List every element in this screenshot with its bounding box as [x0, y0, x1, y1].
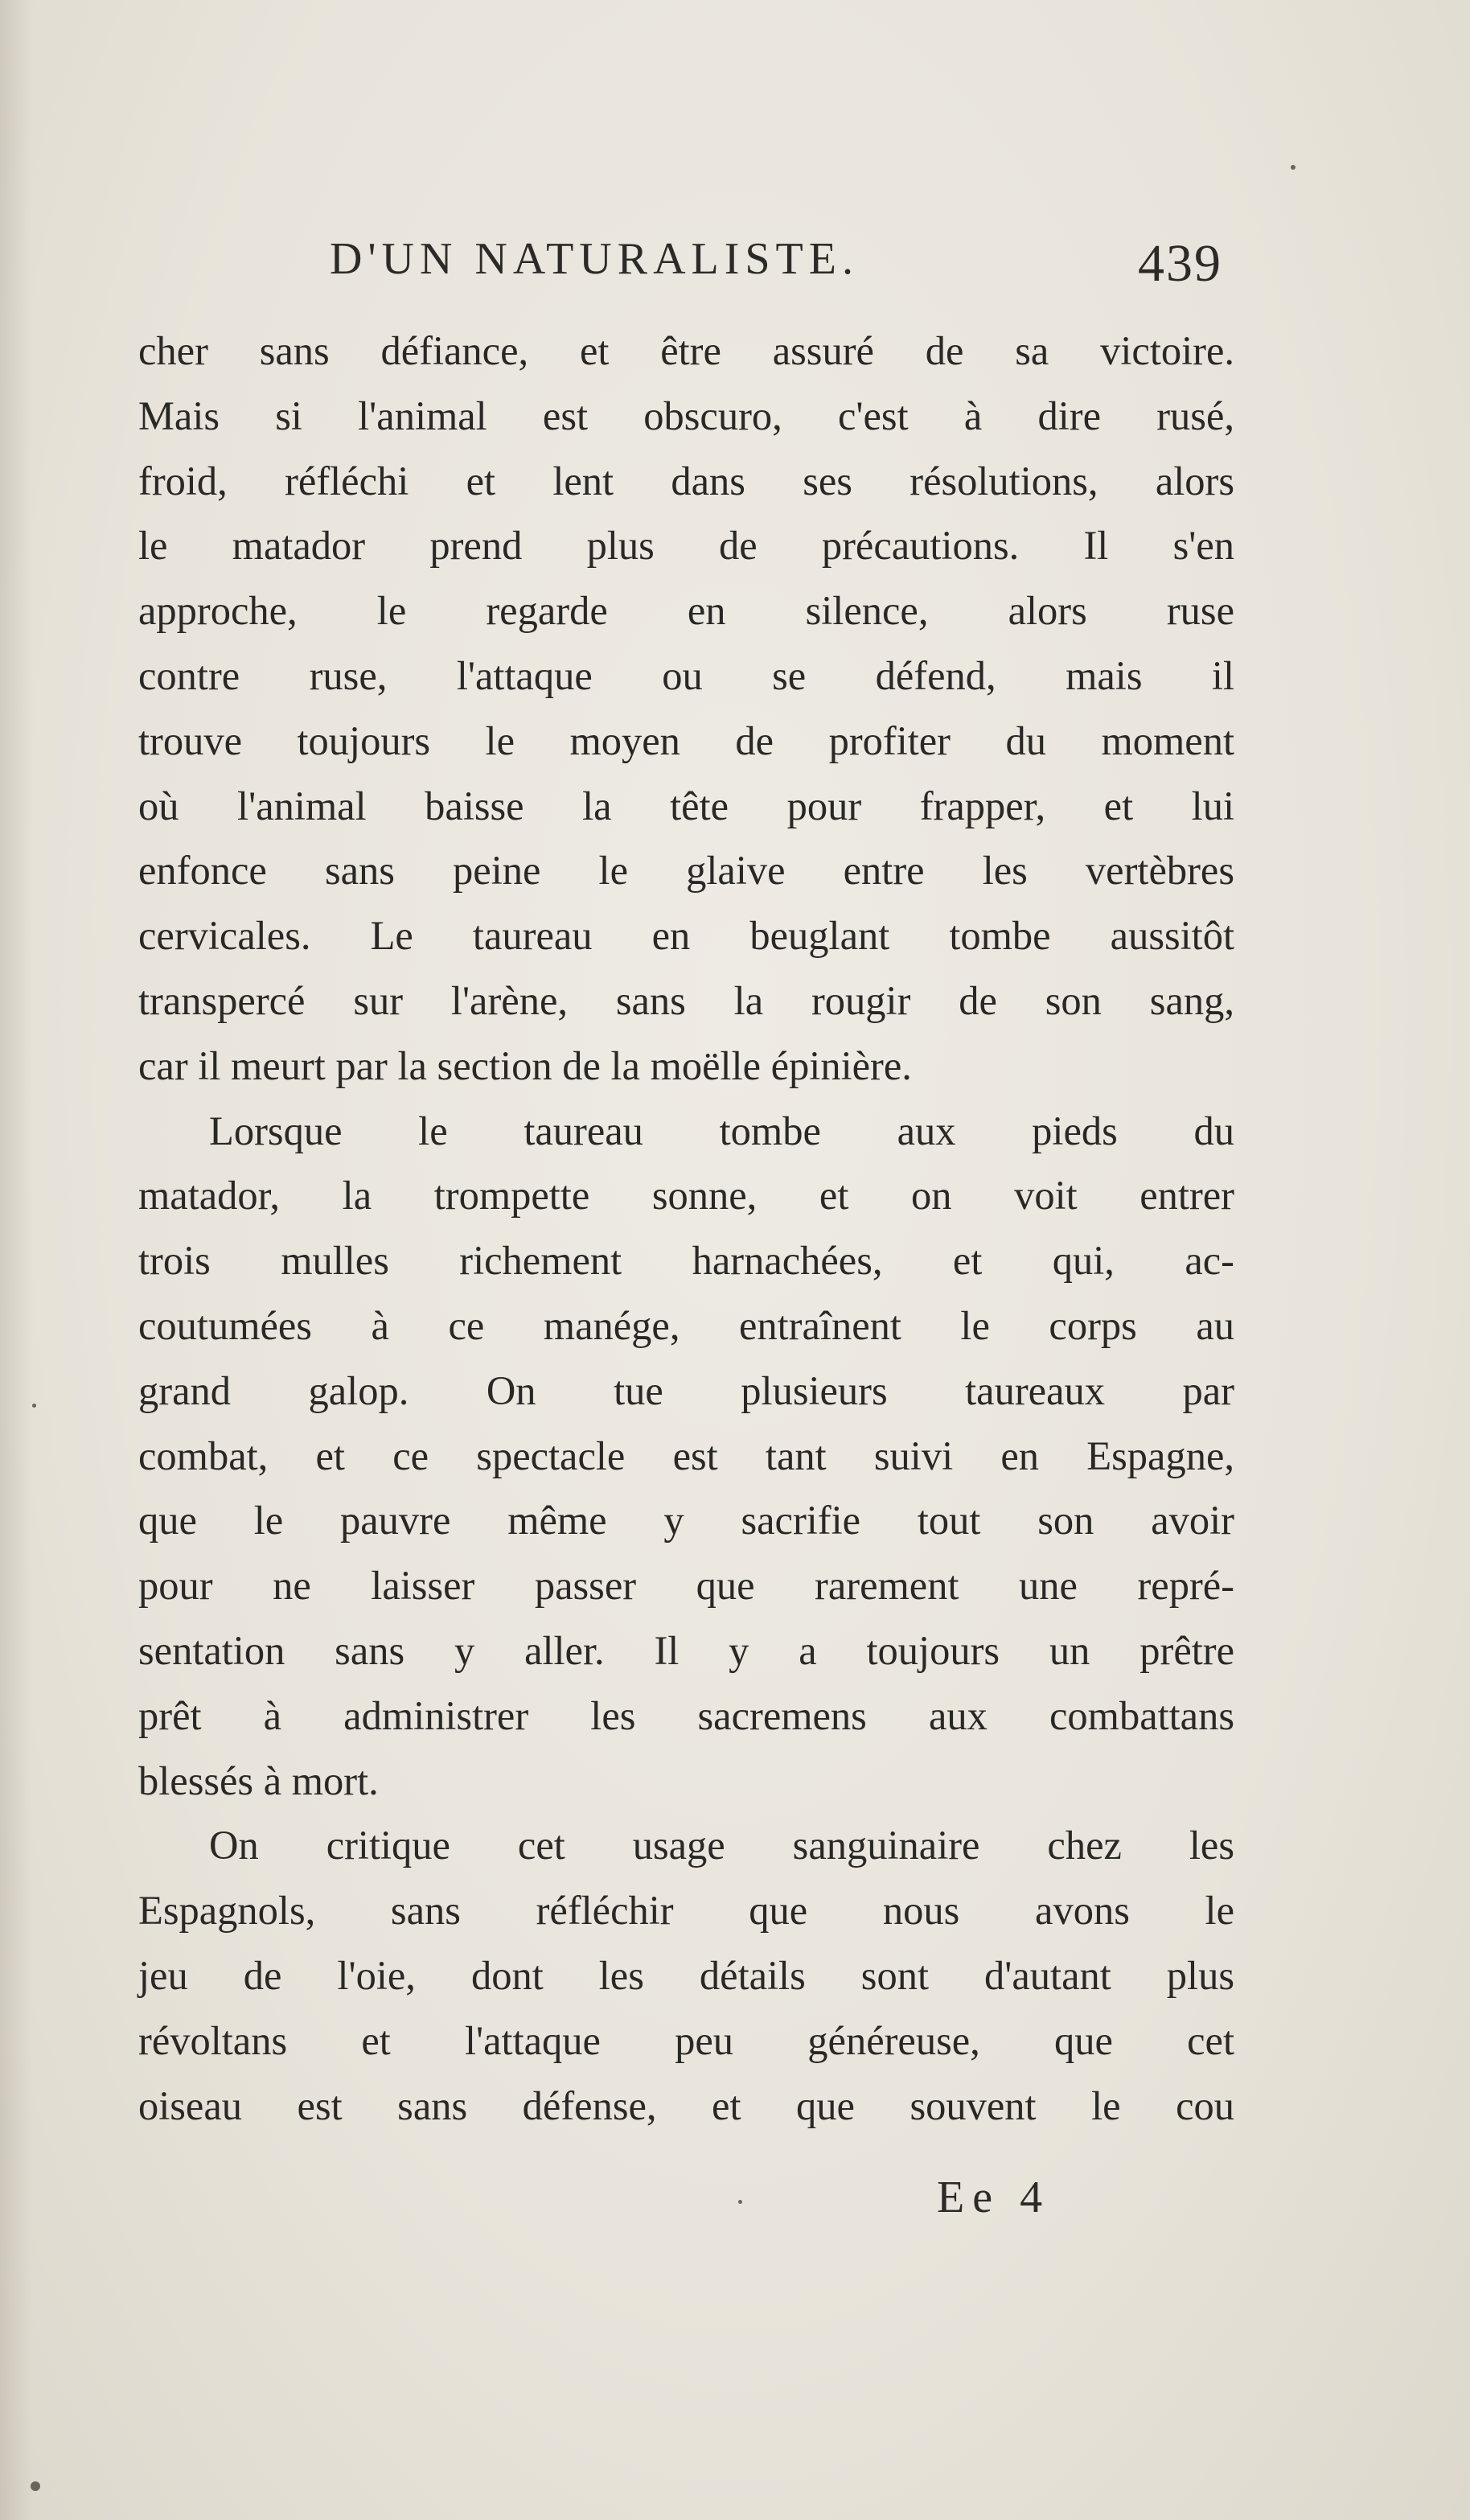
text-line-5: approche, le regarde en silence, alors ruse — [138, 588, 1234, 634]
text-line-26: jeu de l'oie, dont les détails sont d'autant plus — [138, 1952, 1234, 1998]
paper-speck — [738, 2200, 742, 2204]
body-text — [138, 319, 1234, 2138]
text-line-9: enfonce sans peine le glaive entre les vertèbres — [138, 848, 1234, 894]
text-line-4: le matador prend plus de précautions. Il s'en — [138, 523, 1234, 569]
text-line-20: pour ne laisser passer que rarement une repré- — [138, 1563, 1234, 1609]
running-head-title: D'UN NATURALISTE. — [330, 234, 859, 284]
paper-speck — [31, 2481, 40, 2491]
text-line-21: sentation sans y aller. Il y a toujours un prêtre — [138, 1627, 1234, 1673]
text-line-1: cher sans défiance, et être assuré de sa victoire. — [138, 328, 1234, 373]
text-line-17: grand galop. On tue plusieurs taureaux par — [138, 1367, 1234, 1413]
signature-mark: Ee 4 — [937, 2173, 1051, 2222]
text-line-14: matador, la trompette sonne, et on voit entrer — [138, 1173, 1234, 1219]
text-line-10: cervicales. Le taureau en beuglant tombe aussitôt — [138, 913, 1234, 959]
text-line-18: combat, et ce spectacle est tant suivi en Espagne, — [138, 1433, 1234, 1478]
text-line-3: froid, réfléchi et lent dans ses résolutions, alors — [138, 458, 1234, 504]
page-edge-shadow — [0, 0, 32, 2520]
paper-speck — [32, 1404, 36, 1408]
text-line-28: oiseau est sans défense, et que souvent le cou — [138, 2082, 1234, 2128]
text-line-8: où l'animal baisse la tête pour frapper, et lui — [138, 783, 1234, 828]
text-line-25: Espagnols, sans réfléchir que nous avons le — [138, 1888, 1234, 1934]
paper-speck — [1291, 165, 1295, 170]
text-line-24: On critique cet usage sanguinaire chez les — [209, 1823, 1234, 1868]
running-head — [330, 233, 1222, 306]
text-line-11: transpercé sur l'arène, sans la rougir de son sang, — [138, 977, 1234, 1023]
text-line-22: prêt à administrer les sacremens aux combattans — [138, 1692, 1234, 1738]
text-line-6: contre ruse, l'attaque ou se défend, mais il — [138, 652, 1234, 698]
text-line-27: révoltans et l'attaque peu généreuse, que cet — [138, 2017, 1234, 2063]
text-line-7: trouve toujours le moyen de profiter du moment — [138, 717, 1234, 763]
text-line-13: Lorsque le taureau tombe aux pieds du — [209, 1108, 1234, 1153]
text-line-12: car il meurt par la section de la moëlle épinière. — [138, 1042, 912, 1088]
text-line-19: que le pauvre même y sacrifie tout son avoir — [138, 1498, 1234, 1544]
text-line-16: coutumées à ce manége, entraînent le corps au — [138, 1302, 1234, 1348]
text-line-15: trois mulles richement harnachées, et qui, ac- — [138, 1238, 1234, 1284]
text-line-23: blessés à mort. — [138, 1757, 379, 1803]
text-line-2: Mais si l'animal est obscuro, c'est à dire rusé, — [138, 393, 1234, 438]
page-number: 439 — [1138, 234, 1222, 293]
